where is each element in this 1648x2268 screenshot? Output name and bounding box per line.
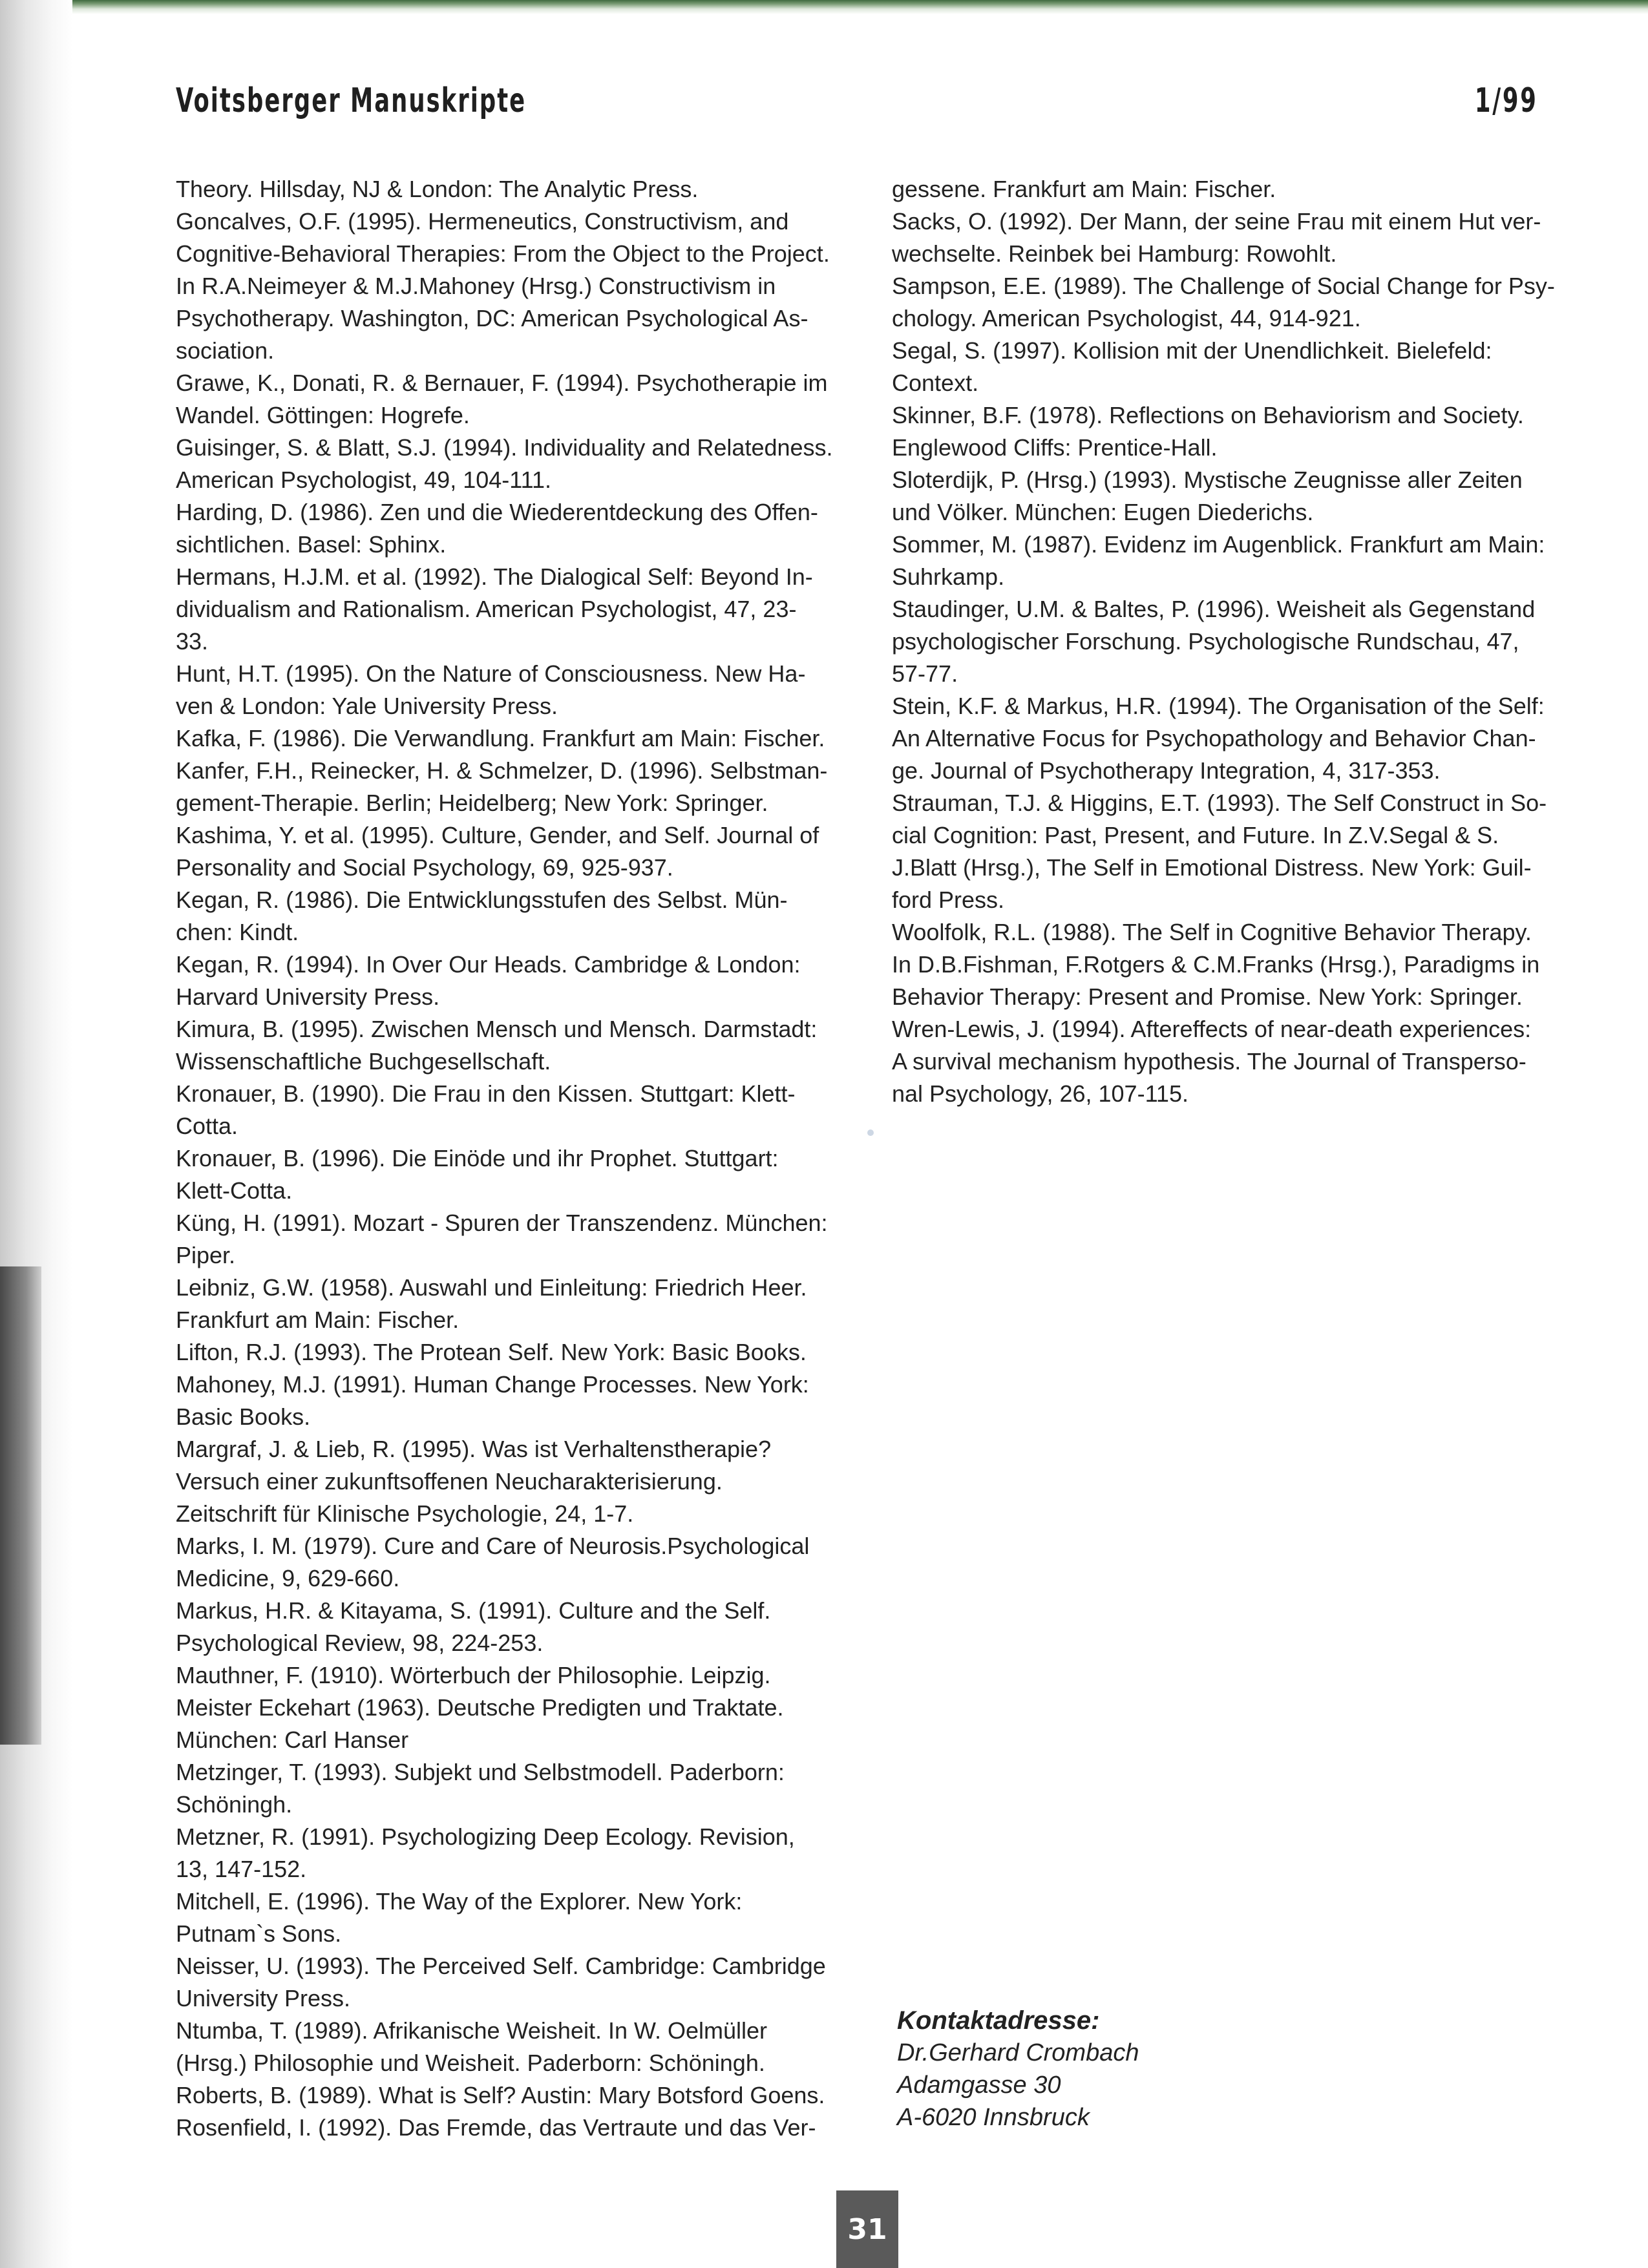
- scan-top-edge: [0, 0, 1648, 14]
- issue-number: 1/99: [1475, 81, 1538, 120]
- reference-line: Wandel. Göttingen: Hogrefe.: [176, 402, 470, 428]
- reference-line: Versuch einer zukunftsoffenen Neucharakterisierung.: [176, 1468, 723, 1495]
- reference-line: Medicine, 9, 629-660.: [176, 1565, 400, 1591]
- reference-line: Hermans, H.J.M. et al. (1992). The Dialogical Self: Beyond In-: [176, 563, 813, 590]
- reference-line: Kimura, B. (1995). Zwischen Mensch und Mensch. Darmstadt:: [176, 1016, 818, 1042]
- reference-line: Wissenschaftliche Buchgesellschaft.: [176, 1048, 551, 1075]
- reference-line: ge. Journal of Psychotherapy Integration, 4, 317-353.: [892, 757, 1441, 784]
- journal-title: Voitsberger Manuskripte: [176, 81, 527, 120]
- reference-line: Lifton, R.J. (1993). The Protean Self. New York: Basic Books.: [176, 1339, 807, 1365]
- reference-line: Kanfer, F.H., Reinecker, H. & Schmelzer, D. (1996). Selbstman-: [176, 757, 828, 784]
- reference-line: Rosenfield, I. (1992). Das Fremde, das Vertraute und das Ver-: [176, 2114, 816, 2141]
- reference-line: Woolfolk, R.L. (1988). The Self in Cognitive Behavior Therapy.: [892, 919, 1532, 945]
- reference-line: Mauthner, F. (1910). Wörterbuch der Philosophie. Leipzig.: [176, 1662, 771, 1688]
- reference-line: ven & London: Yale University Press.: [176, 693, 558, 719]
- reference-line: psychologischer Forschung. Psychologische Rundschau, 47,: [892, 628, 1519, 655]
- reference-line: Mahoney, M.J. (1991). Human Change Processes. New York:: [176, 1371, 809, 1398]
- reference-line: Leibniz, G.W. (1958). Auswahl und Einleitung: Friedrich Heer.: [176, 1274, 807, 1301]
- reference-line: University Press.: [176, 1985, 351, 2011]
- reference-line: Hunt, H.T. (1995). On the Nature of Consciousness. New Ha-: [176, 660, 806, 687]
- reference-line: chology. American Psychologist, 44, 914-921.: [892, 305, 1361, 331]
- references-left-column: [176, 173, 835, 2144]
- reference-line: gessene. Frankfurt am Main: Fischer.: [892, 176, 1276, 202]
- contact-city: A-6020 Innsbruck: [897, 2104, 1090, 2131]
- reference-line: Harvard University Press.: [176, 983, 440, 1010]
- reference-line: Theory. Hillsday, NJ & London: The Analytic Press.: [176, 176, 699, 202]
- reference-line: Piper.: [176, 1242, 236, 1268]
- reference-line: nal Psychology, 26, 107-115.: [892, 1080, 1188, 1107]
- contact-street: Adamgasse 30: [897, 2072, 1061, 2099]
- reference-line: Klett-Cotta.: [176, 1177, 293, 1204]
- reference-line: cial Cognition: Past, Present, and Future. In Z.V.Segal & S.: [892, 822, 1499, 848]
- reference-line: dividualism and Rationalism. American Psychologist, 47, 23-: [176, 596, 797, 622]
- reference-line: Kashima, Y. et al. (1995). Culture, Gender, and Self. Journal of: [176, 822, 819, 848]
- reference-line: Goncalves, O.F. (1995). Hermeneutics, Constructivism, and: [176, 208, 789, 235]
- scan-binding-shadow: [0, 0, 72, 2268]
- reference-line: Marks, I. M. (1979). Cure and Care of Neurosis.Psychological: [176, 1533, 810, 1559]
- contact-block: [897, 2004, 1139, 2134]
- reference-line: München: Carl Hanser: [176, 1727, 409, 1753]
- reference-line: Sommer, M. (1987). Evidenz im Augenblick. Frankfurt am Main:: [892, 531, 1545, 558]
- reference-line: ford Press.: [892, 887, 1005, 913]
- reference-line: Englewood Cliffs: Prentice-Hall.: [892, 434, 1218, 461]
- reference-line: A survival mechanism hypothesis. The Journal of Transperso-: [892, 1048, 1527, 1075]
- scan-speck: [867, 1129, 874, 1136]
- reference-line: Frankfurt am Main: Fischer.: [176, 1307, 460, 1333]
- reference-line: Neisser, U. (1993). The Perceived Self. Cambridge: Cambridge: [176, 1953, 826, 1979]
- reference-line: Grawe, K., Donati, R. & Bernauer, F. (1994). Psychotherapie im: [176, 370, 828, 396]
- reference-line: Cotta.: [176, 1113, 238, 1139]
- reference-line: chen: Kindt.: [176, 919, 299, 945]
- reference-line: Strauman, T.J. & Higgins, E.T. (1993). The Self Construct in So-: [892, 790, 1547, 816]
- reference-line: Kegan, R. (1986). Die Entwicklungsstufen des Selbst. Mün-: [176, 887, 788, 913]
- reference-line: Sampson, E.E. (1989). The Challenge of Social Change for Psy-: [892, 273, 1555, 299]
- reference-line: Putnam`s Sons.: [176, 1920, 342, 1947]
- reference-line: Margraf, J. & Lieb, R. (1995). Was ist Verhaltenstherapie?: [176, 1436, 772, 1462]
- reference-line: Meister Eckehart (1963). Deutsche Predigten und Traktate.: [176, 1694, 784, 1721]
- reference-line: Context.: [892, 370, 979, 396]
- reference-line: Schöningh.: [176, 1791, 293, 1818]
- reference-line: Zeitschrift für Klinische Psychologie, 24, 1-7.: [176, 1500, 634, 1527]
- reference-line: wechselte. Reinbek bei Hamburg: Rowohlt.: [892, 240, 1337, 267]
- reference-line: Psychological Review, 98, 224-253.: [176, 1630, 544, 1656]
- reference-line: American Psychologist, 49, 104-111.: [176, 467, 551, 493]
- page-number: 31: [836, 2190, 898, 2268]
- reference-line: sichtlichen. Basel: Sphinx.: [176, 531, 447, 558]
- contact-heading: Kontaktadresse:: [897, 2006, 1100, 2035]
- reference-line: Personality and Social Psychology, 69, 925-937.: [176, 854, 673, 881]
- references-right-column: [892, 173, 1555, 1110]
- reference-line: Behavior Therapy: Present and Promise. New York: Springer.: [892, 983, 1523, 1010]
- reference-line: Harding, D. (1986). Zen und die Wiederentdeckung des Offen-: [176, 499, 818, 525]
- reference-line: Metzner, R. (1991). Psychologizing Deep Ecology. Revision,: [176, 1823, 795, 1850]
- reference-line: Skinner, B.F. (1978). Reflections on Behaviorism and Society.: [892, 402, 1524, 428]
- reference-line: gement-Therapie. Berlin; Heidelberg; New York: Springer.: [176, 790, 768, 816]
- reference-line: Suhrkamp.: [892, 563, 1005, 590]
- reference-line: sociation.: [176, 337, 275, 364]
- reference-line: Segal, S. (1997). Kollision mit der Unendlichkeit. Bielefeld:: [892, 337, 1492, 364]
- reference-line: An Alternative Focus for Psychopathology and Behavior Chan-: [892, 725, 1536, 751]
- reference-line: 13, 147-152.: [176, 1856, 307, 1882]
- reference-line: Metzinger, T. (1993). Subjekt und Selbstmodell. Paderborn:: [176, 1759, 785, 1785]
- reference-line: und Völker. München: Eugen Diederichs.: [892, 499, 1314, 525]
- reference-line: Küng, H. (1991). Mozart - Spuren der Transzendenz. München:: [176, 1210, 828, 1236]
- reference-line: Kafka, F. (1986). Die Verwandlung. Frankfurt am Main: Fischer.: [176, 725, 825, 751]
- reference-line: Kronauer, B. (1996). Die Einöde und ihr Prophet. Stuttgart:: [176, 1145, 779, 1171]
- reference-line: Stein, K.F. & Markus, H.R. (1994). The Organisation of the Self:: [892, 693, 1545, 719]
- reference-line: Wren-Lewis, J. (1994). Aftereffects of near-death experiences:: [892, 1016, 1532, 1042]
- reference-line: (Hrsg.) Philosophie und Weisheit. Paderborn: Schöningh.: [176, 2050, 765, 2076]
- reference-line: Cognitive-Behavioral Therapies: From the Object to the Project.: [176, 240, 830, 267]
- reference-line: Mitchell, E. (1996). The Way of the Explorer. New York:: [176, 1888, 743, 1915]
- contact-name: Dr.Gerhard Crombach: [897, 2039, 1139, 2066]
- reference-line: Ntumba, T. (1989). Afrikanische Weisheit. In W. Oelmüller: [176, 2017, 768, 2044]
- reference-line: Roberts, B. (1989). What is Self? Austin: Mary Botsford Goens.: [176, 2082, 825, 2108]
- reference-line: Sacks, O. (1992). Der Mann, der seine Frau mit einem Hut ver-: [892, 208, 1541, 235]
- reference-line: Guisinger, S. & Blatt, S.J. (1994). Individuality and Relatedness.: [176, 434, 833, 461]
- reference-line: In D.B.Fishman, F.Rotgers & C.M.Franks (Hrsg.), Paradigms in: [892, 951, 1540, 978]
- reference-line: 33.: [176, 628, 209, 655]
- reference-line: Basic Books.: [176, 1403, 311, 1430]
- reference-line: Markus, H.R. & Kitayama, S. (1991). Culture and the Self.: [176, 1597, 771, 1624]
- reference-line: Psychotherapy. Washington, DC: American Psychological As-: [176, 305, 808, 331]
- reference-line: Kegan, R. (1994). In Over Our Heads. Cambridge & London:: [176, 951, 801, 978]
- reference-line: J.Blatt (Hrsg.), The Self in Emotional Distress. New York: Guil-: [892, 854, 1532, 881]
- reference-line: Sloterdijk, P. (Hrsg.) (1993). Mystische Zeugnisse aller Zeiten: [892, 467, 1523, 493]
- reference-line: 57-77.: [892, 660, 958, 687]
- reference-line: Staudinger, U.M. & Baltes, P. (1996). Weisheit als Gegenstand: [892, 596, 1536, 622]
- reference-line: Kronauer, B. (1990). Die Frau in den Kissen. Stuttgart: Klett-: [176, 1080, 796, 1107]
- reference-line: In R.A.Neimeyer & M.J.Mahoney (Hrsg.) Constructivism in: [176, 273, 776, 299]
- scan-binding-mark: [0, 1266, 41, 1745]
